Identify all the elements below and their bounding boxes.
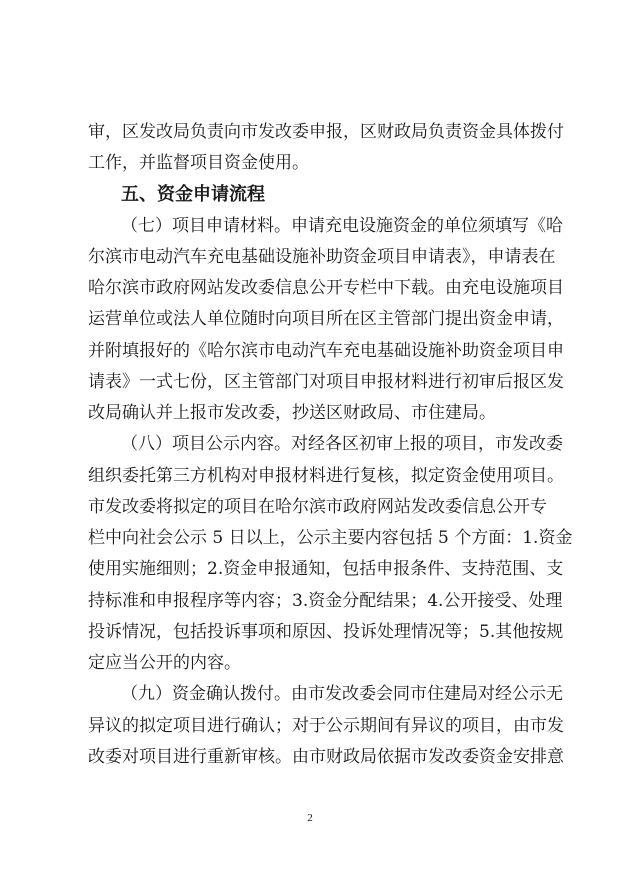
body-text-line: 使用实施细则；2.资金申报通知，包括申报条件、支持范围、支 [88,559,564,579]
body-text-line: 市发改委将拟定的项目在哈尔滨市政府网站发改委信息公开专 [88,497,547,517]
body-text-line: 组织委托第三方机构对申报材料进行复核，拟定资金使用项目。 [88,466,564,486]
body-text-line: 并附填报好的《哈尔滨市电动汽车充电基础设施补助资金项目申 [88,341,564,361]
section-heading: 五、资金申请流程 [121,184,265,205]
page-number: 2 [307,812,313,824]
body-text-line: 栏中向社会公示 5 日以上，公示主要内容包括 5 个方面：1.资金 [88,528,573,548]
body-text-line: 定应当公开的内容。 [88,653,241,673]
body-text-line: 改委对项目进行重新审核。由市财政局依据市发改委资金安排意 [88,747,564,767]
body-text-line: 改局确认并上报市发改委，抄送区财政局、市住建局。 [88,403,496,423]
body-text-line: 异议的拟定项目进行确认；对于公示期间有异议的项目，由市发 [88,716,564,736]
body-text-line: 持标准和申报程序等内容；3.资金分配结果；4.公开接受、处理 [88,591,563,611]
body-text-line: 投诉情况，包括投诉事项和原因、投诉处理情况等；5.其他按规 [88,622,564,642]
body-text-line: 请表》一式七份，区主管部门对项目申报材料进行初审后报区发 [88,372,564,392]
body-text-line: 哈尔滨市政府网站发改委信息公开专栏中下载。由充电设施项目 [88,278,564,298]
body-text-line: 工作，并监督项目资金使用。 [88,153,309,173]
body-text-line: 审，区发改局负责向市发改委申报，区财政局负责资金具体拨付 [88,122,564,142]
body-text-line: 尔滨市电动汽车充电基础设施补助资金项目申请表》，申请表在 [88,247,556,267]
paragraph-first-line: （七）项目申请材料。申请充电设施资金的单位须填写《哈 [121,216,563,236]
body-text-line: 运营单位或法人单位随时向项目所在区主管部门提出资金申请， [88,309,564,329]
paragraph-first-line: （八）项目公示内容。对经各区初审上报的项目，市发改委 [121,434,563,454]
paragraph-first-line: （九）资金确认拨付。由市发改委会同市住建局对经公示无 [121,684,563,704]
